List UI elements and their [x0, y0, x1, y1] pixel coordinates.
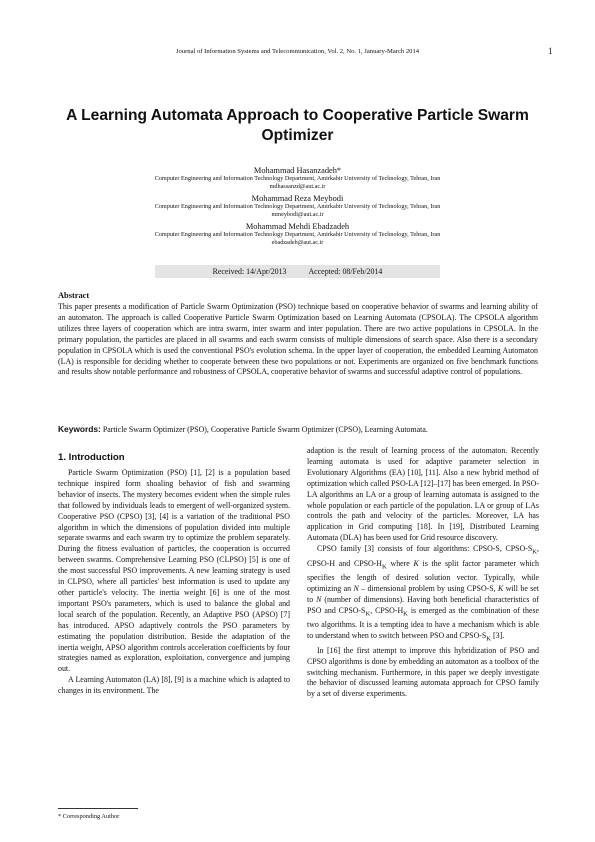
author-block-3: [60, 222, 535, 248]
paper-title: A Learning Automata Approach to Cooperative Particle Swarm Optimizer: [66, 107, 529, 144]
footnote-rule: [58, 808, 138, 809]
author-affiliation: Computer Engineering and Information Technology Department, Amirkabir University of Technology, Tehran, Iran: [154, 231, 441, 238]
author-affiliation: Computer Engineering and Information Technology Department, Amirkabir University of Technology, Tehran, Iran: [154, 203, 441, 210]
keywords-label: Keywords:: [58, 424, 101, 434]
author-name: Mohammad Mehdi Ebadzadeh: [245, 222, 350, 231]
paragraph: A Learning Automaton (LA) [8], [9] is a machine which is adapted to changes in its environment. The: [58, 675, 290, 696]
author-email: mmeybodi@aut.ac.ir: [271, 211, 324, 219]
author-block-1: [60, 166, 535, 192]
footnote: * Corresponding Author: [58, 813, 120, 820]
author-email: mdhassanzd@aut.ac.ir: [269, 183, 326, 191]
paragraph: adaption is the result of learning process of the automaton. Recently learning automata is used for adaptive parameter selection in Evolutionary Algorithms (EA) [10], [11]. Also a new hybrid method of optimization which called PSO-LA [12]–[17] has been emerged. In PSO-LA algorithms an LA or a group of learning automata is assigned to the whole population or each particle of the population. LA or group of LAs controls the path and velocity of the particles. Moreover, LA has application in Grid computing [18]. In [19], Distributed Learning Automata (DLA) has been used for Grid resource discovery.: [307, 446, 539, 543]
dates-bar: [155, 265, 440, 278]
author-block-2: [60, 194, 535, 220]
abstract-heading: Abstract: [58, 291, 90, 300]
abstract-text: This paper presents a modification of Particle Swarm Optimization (PSO) technique based on cooperative behavior of swarms and learning ability of an automaton. The approach is called Cooperative Particle Swarm Optimization based on Learning Automata (CPSOLA). The CPSOLA algorithm utilizes three layers of cooperation which are intra swarm, inter swarm and inter population. There are two active populations in CPSOLA. In the primary population, the particles are placed in all swarms and each swarm consists of multiple dimensions of search space. Also there is a secondary population in CPSOLA which is used the conventional PSO's evolution schema. In the upper layer of cooperation, the embedded Learning Automaton (LA) is responsible for deciding whether to cooperate between these two populations or not. Experiments are organized on five benchmark functions and results show notable performance and robustness of CPSOLA, cooperative behavior of swarms and successful adaptive control of populations.: [58, 302, 538, 377]
accepted-date: Accepted: 08/Feb/2014: [308, 267, 383, 276]
received-date: Received: 14/Apr/2013: [212, 267, 287, 276]
right-column: [307, 446, 539, 700]
author-affiliation: Computer Engineering and Information Technology Department, Amirkabir University of Technology, Tehran, Iran: [154, 175, 441, 182]
paragraph: In [16] the first attempt to improve this hybridization of PSO and CPSO algorithms is done by embedding an automaton as a toolbox of the switching mechanism. Furthermore, in this paper we deeply investigate the behavior of discussed learning automata approach for CPSO family by a set of diverse experiments.: [307, 645, 539, 699]
paragraph: CPSO family [3] consists of four algorithms: CPSO-S, CPSO-$S_K$, CPSO-H and CPSO-$H_K$ where K is the split factor parameter which specifies the length of desired solution vector. Typically, while optimizing an N – dimensional problem by using CPSO-S, K will be set to N (number of dimensions). Having both beneficial characteristics of PSO and CPSO-$S_K$, CPSO-$H_K$ is emerged as the combination of these two algorithms. It is a tempting idea to have a mechanism which is able to understand when to switch between PSO and CPSO-$S_K$ [3].: [307, 544, 539, 643]
author-email: ebadzadeh@aut.ac.ir: [271, 239, 324, 247]
author-name: Mohammad Reza Meybodi: [251, 194, 344, 203]
paragraph: Particle Swarm Optimization (PSO) [1], [2] is a population based technique inspired form shoaling behavior of fish and swarming behavior of insects. The mystery becomes evident when the simple rules that followed by individuals leads to emergent of well-organized system. Cooperative PSO (CPSO) [3], [4] is a variation of the traditional PSO algorithm in which the dimensions of population divided into multiple separate swarms and each swarm try to optimize the problem separately. During the fitness evaluation of particles, the cooperation is occurred between swarms. Comprehensive Learning PSO (CLPSO) [5] is one of the most successful PSO improvements. A new learning strategy is used in CLPSO, where all particles' best information is used to update any other particle's velocity. The inertia weight [6] is one of the most important PSO's parameters, which is used to balance the global and local search of the population. Recently, an Adaptive PSO (APSO) [7] has introduced. APSO adaptively controls the PSO parameters by estimating the population distribution. Beside the adaptation of the inertia weight, APSO algorithm controls acceleration coefficients by four strategies named as exploration, exploitation, convergence and jumping out.: [58, 468, 290, 674]
author-name: Mohammad Hasanzadeh*: [253, 166, 342, 175]
page-number: 1: [548, 46, 553, 56]
keywords-line: [58, 424, 538, 434]
running-head: Journal of Information Systems and Telecommunication, Vol. 2, No. 1, January-March 2014: [175, 48, 420, 55]
keywords-text: Particle Swarm Optimizer (PSO), Cooperative Particle Swarm Optimizer (CPSO), Learning Automata.: [102, 425, 428, 434]
left-column: [58, 468, 290, 697]
section-heading: 1. Introduction: [58, 452, 125, 463]
